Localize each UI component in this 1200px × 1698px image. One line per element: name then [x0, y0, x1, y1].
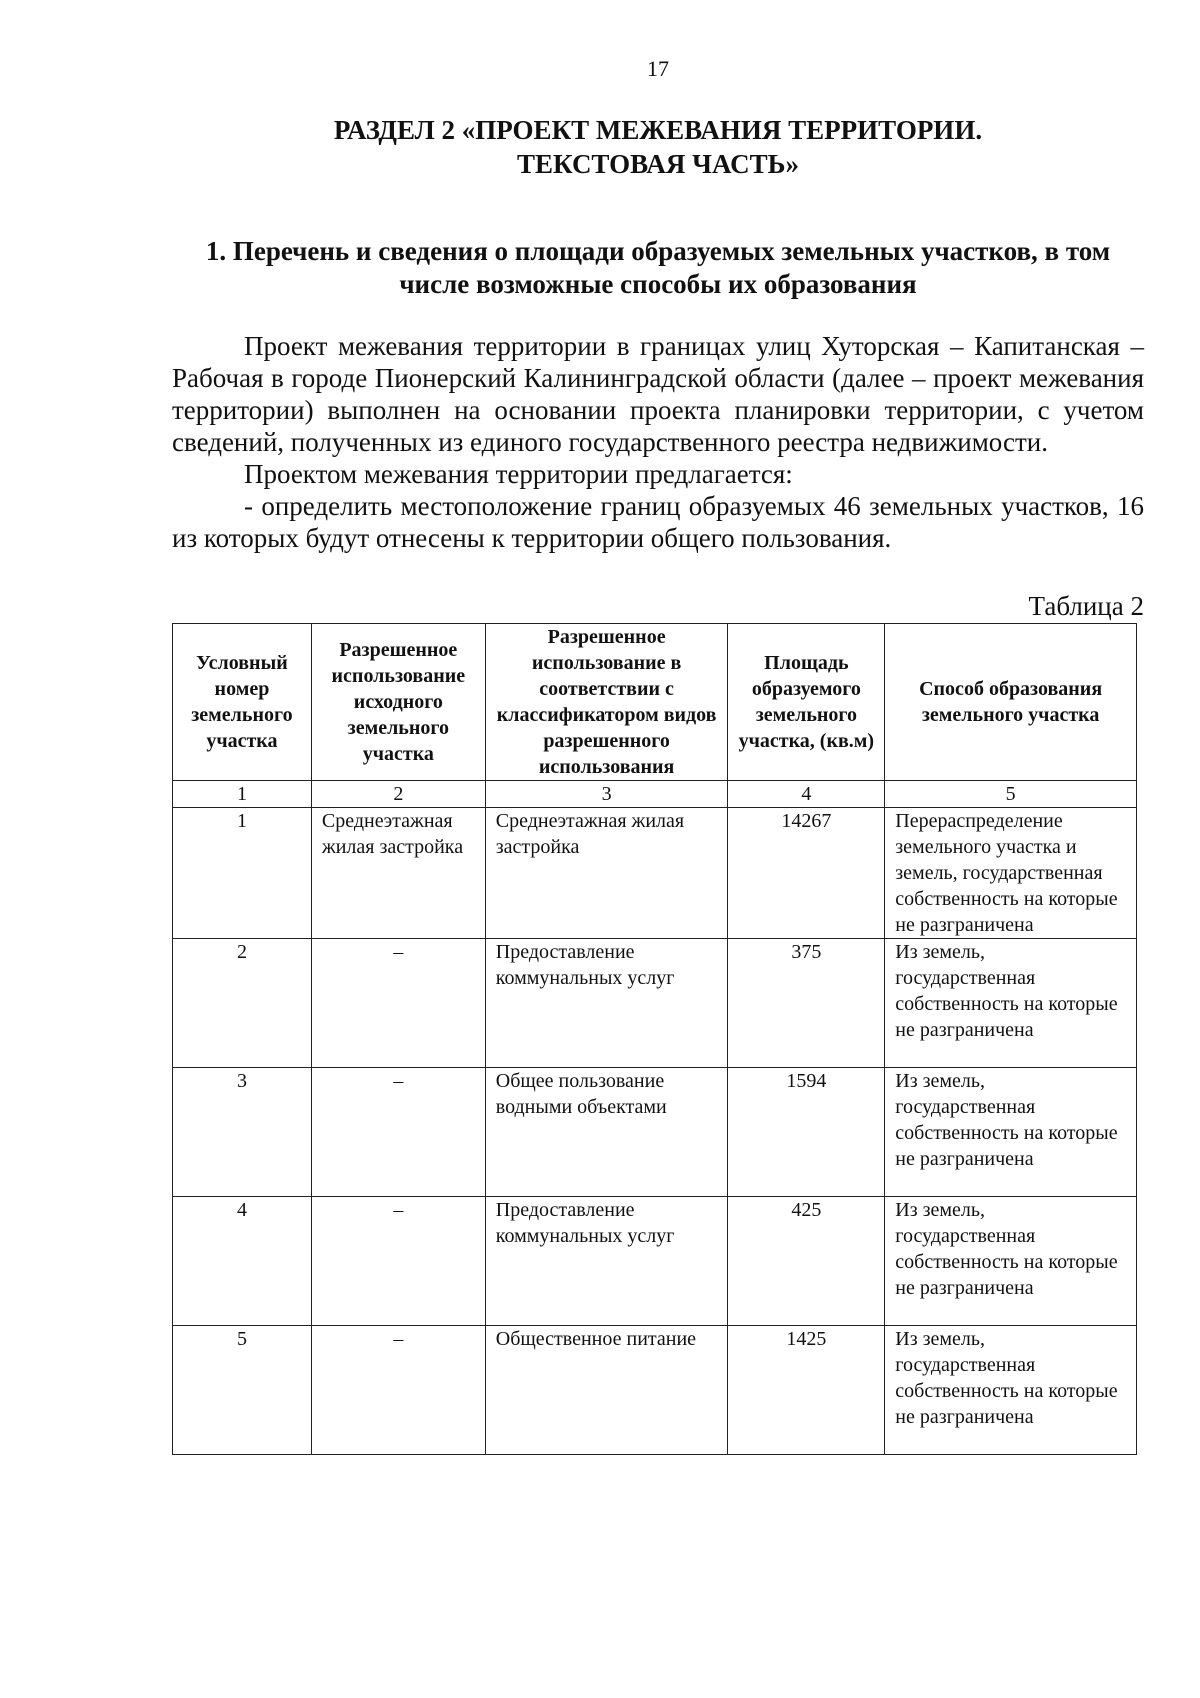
cell-classified-use: Предоставление коммунальных услуг — [485, 1197, 728, 1326]
cell-plot-number: 5 — [173, 1326, 312, 1455]
cell-classified-use: Предоставление коммунальных услуг — [485, 939, 728, 1068]
column-number: 5 — [885, 781, 1137, 808]
column-number-row — [173, 781, 1137, 808]
cell-area: 425 — [728, 1197, 885, 1326]
paragraph-boundaries: - определить местоположение границ образуемых 46 земельных участков, 16 из которых будут отнесены к территории общего пользования. — [172, 491, 1144, 553]
cell-classified-use: Общее пользование водными объектами — [485, 1068, 728, 1197]
header-plot-number: Условный номер земельного участка — [173, 624, 312, 781]
cell-area: 375 — [728, 939, 885, 1068]
cell-area: 14267 — [728, 808, 885, 939]
cell-plot-number: 4 — [173, 1197, 312, 1326]
header-area: Площадь образуемого земельного участка, (кв.м) — [728, 624, 885, 781]
cell-source-use: – — [311, 1197, 485, 1326]
header-source-use: Разрешенное использование исходного земельного участка — [311, 624, 485, 781]
header-formation-method: Способ образования земельного участка — [885, 624, 1137, 781]
cell-source-use: – — [311, 1068, 485, 1197]
cell-area: 1594 — [728, 1068, 885, 1197]
cell-source-use: – — [311, 1326, 485, 1455]
column-number: 4 — [728, 781, 885, 808]
subheading-line-2: числе возможные способы их образования — [399, 269, 917, 299]
cell-formation-method: Из земель, государственная собственность на которые не разграничена — [885, 939, 1137, 1068]
cell-classified-use: Среднеэтажная жилая застройка — [485, 808, 728, 939]
cell-source-use: – — [311, 939, 485, 1068]
column-number: 3 — [485, 781, 728, 808]
land-plots-table — [172, 623, 1137, 1455]
table-row — [173, 1068, 1137, 1197]
cell-classified-use: Общественное питание — [485, 1326, 728, 1455]
table-row — [173, 939, 1137, 1068]
table-row — [173, 1326, 1137, 1455]
cell-plot-number: 3 — [173, 1068, 312, 1197]
table-caption: Таблица 2 — [1028, 591, 1144, 621]
body-text — [172, 330, 1144, 554]
subheading — [172, 235, 1144, 301]
cell-formation-method: Из земель, государственная собственность на которые не разграничена — [885, 1326, 1137, 1455]
column-number: 2 — [311, 781, 485, 808]
section-title — [172, 113, 1144, 181]
column-number: 1 — [173, 781, 312, 808]
cell-formation-method: Перераспределение земельного участка и земель, государственная собственность на которые не разграничена — [885, 808, 1137, 939]
table-row — [173, 1197, 1137, 1326]
section-title-line-2: ТЕКСТОВАЯ ЧАСТЬ» — [517, 149, 799, 179]
cell-area: 1425 — [728, 1326, 885, 1455]
paragraph-intro: Проект межевания территории в границах улиц Хуторская – Капитанская – Рабочая в городе Пионерский Калининградской области (далее – проект межевания территории) выполнен на основании проекта планировки территории, с учетом сведений, полученных из единого государственного реестра недвижимости. — [172, 331, 1144, 457]
table-row — [173, 808, 1137, 939]
section-title-line-1: РАЗДЕЛ 2 «ПРОЕКТ МЕЖЕВАНИЯ ТЕРРИТОРИИ. — [333, 115, 983, 145]
header-classified-use: Разрешенное использование в соответствии с классификатором видов разрешенного использования — [485, 624, 728, 781]
cell-plot-number: 2 — [173, 939, 312, 1068]
table-header-row — [173, 624, 1137, 781]
subheading-line-1: 1. Перечень и сведения о площади образуемых земельных участков, в том — [205, 236, 1111, 266]
cell-source-use: Среднеэтажная жилая застройка — [311, 808, 485, 939]
cell-formation-method: Из земель, государственная собственность на которые не разграничена — [885, 1068, 1137, 1197]
cell-plot-number: 1 — [173, 808, 312, 939]
page-number: 17 — [647, 56, 669, 81]
paragraph-proposal: Проектом межевания территории предлагается: — [244, 459, 793, 489]
cell-formation-method: Из земель, государственная собственность на которые не разграничена — [885, 1197, 1137, 1326]
